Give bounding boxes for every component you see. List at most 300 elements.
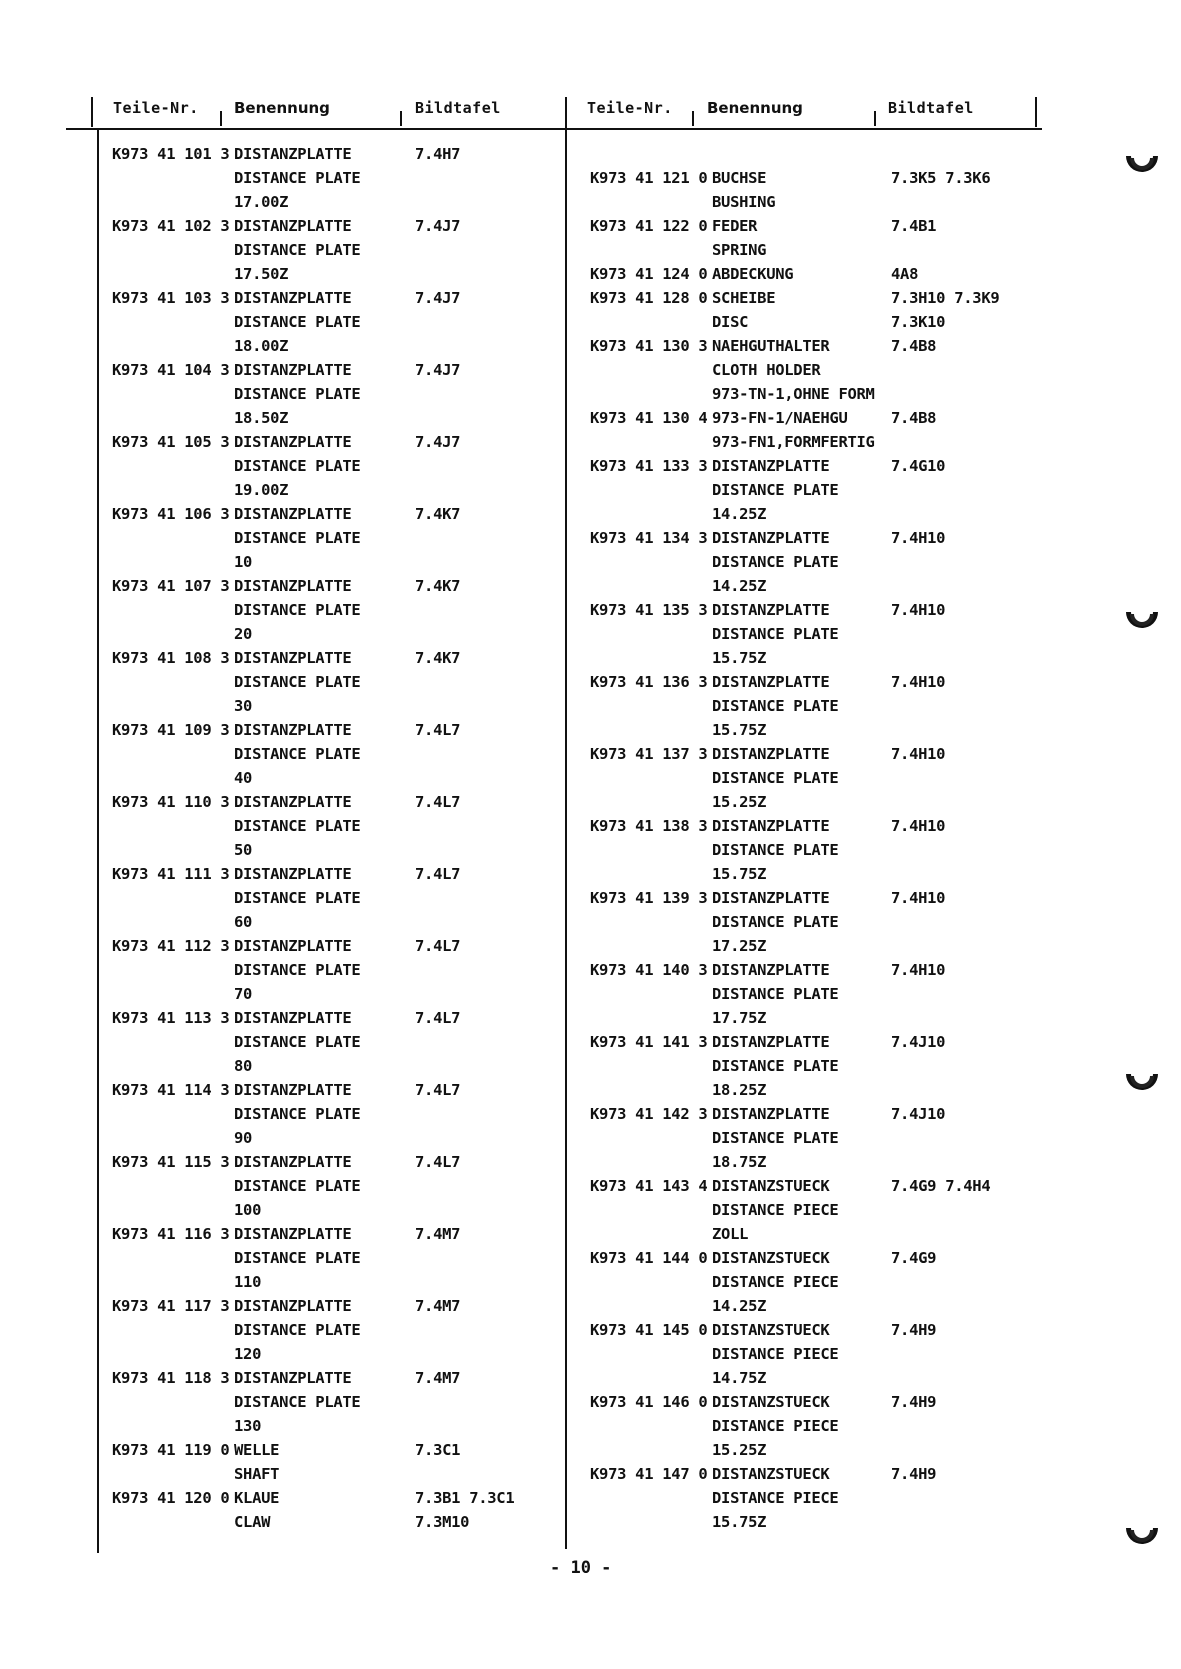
part-bildtafel: 7.4B8	[891, 409, 937, 427]
part-description: DISTANCE PLATE	[234, 241, 361, 259]
part-row	[590, 406, 1060, 430]
part-subline	[590, 1078, 1060, 1102]
part-row	[112, 1150, 552, 1174]
part-name: DISTANZPLATTE	[234, 217, 352, 235]
part-bildtafel: 7.4G9	[891, 1249, 937, 1267]
part-name: DISTANZSTUECK	[712, 1249, 830, 1267]
part-name: DISTANZPLATTE	[234, 433, 352, 451]
part-entry	[112, 214, 552, 286]
part-bildtafel: 7.4L7	[415, 1009, 461, 1027]
part-row	[590, 526, 1060, 550]
part-subline	[112, 1198, 552, 1222]
part-description: 15.75Z	[712, 865, 767, 883]
part-name: DISTANZPLATTE	[234, 505, 352, 523]
part-description: 18.50Z	[234, 409, 289, 427]
part-subline	[590, 550, 1060, 574]
part-description: DISTANCE PLATE	[234, 457, 361, 475]
part-subline	[112, 982, 552, 1006]
left-margin-rule	[97, 128, 99, 1553]
part-number: K973 41 117 3	[112, 1297, 230, 1315]
part-number: K973 41 147 0	[590, 1465, 708, 1483]
header-bildtafel: Bildtafel	[415, 99, 501, 117]
part-subline	[590, 1006, 1060, 1030]
part-subline	[112, 598, 552, 622]
part-subline	[590, 1054, 1060, 1078]
part-description: 14.25Z	[712, 577, 767, 595]
part-entry	[590, 406, 1060, 454]
part-description: 120	[234, 1345, 262, 1363]
part-row	[112, 862, 552, 886]
part-name: DISTANZPLATTE	[712, 1033, 830, 1051]
part-description: 973-FN1,FORMFERTIG	[712, 433, 875, 451]
header-right-border	[1035, 97, 1037, 127]
part-subline	[112, 910, 552, 934]
part-number: K973 41 128 0	[590, 289, 708, 307]
part-entry	[590, 1102, 1060, 1174]
part-description: 60	[234, 913, 253, 931]
part-bildtafel: 7.4H10	[891, 601, 946, 619]
part-subline	[590, 1294, 1060, 1318]
part-row	[112, 1078, 552, 1102]
part-subline	[590, 1270, 1060, 1294]
part-description: DISTANCE PIECE	[712, 1201, 839, 1219]
part-entry	[590, 454, 1060, 526]
part-bildtafel: 7.4H10	[891, 817, 946, 835]
part-bildtafel: 7.4L7	[415, 1081, 461, 1099]
part-entry	[112, 142, 552, 214]
part-subline	[590, 1126, 1060, 1150]
part-description: DISTANCE PLATE	[234, 1033, 361, 1051]
part-description: DISTANCE PLATE	[234, 169, 361, 187]
part-bildtafel: 7.4G10	[891, 457, 946, 475]
part-name: DISTANZPLATTE	[712, 745, 830, 763]
part-row	[590, 814, 1060, 838]
part-bildtafel: 7.4H10	[891, 889, 946, 907]
header-tick	[874, 111, 876, 126]
header-underline	[66, 128, 1042, 130]
part-row	[590, 1390, 1060, 1414]
part-name: DISTANZPLATTE	[234, 145, 352, 163]
part-entry	[590, 1246, 1060, 1318]
part-subline	[590, 430, 1060, 454]
part-bildtafel: 7.4K7	[415, 505, 461, 523]
part-name: DISTANZPLATTE	[234, 361, 352, 379]
part-subline	[590, 790, 1060, 814]
part-description: DISTANCE PLATE	[712, 553, 839, 571]
part-description: DISTANCE PLATE	[234, 1105, 361, 1123]
part-number: K973 41 121 0	[590, 169, 708, 187]
part-name: DISTANZPLATTE	[234, 1153, 352, 1171]
part-subline	[590, 502, 1060, 526]
part-subline	[112, 262, 552, 286]
part-name: DISTANZPLATTE	[234, 649, 352, 667]
part-row	[112, 1438, 552, 1462]
part-name: DISTANZPLATTE	[234, 793, 352, 811]
part-subline	[112, 838, 552, 862]
part-row	[590, 166, 1060, 190]
part-subline	[112, 1270, 552, 1294]
part-number: K973 41 136 3	[590, 673, 708, 691]
part-name: DISTANZPLATTE	[234, 1009, 352, 1027]
part-name: NAEHGUTHALTER	[712, 337, 830, 355]
part-name: DISTANZPLATTE	[234, 1369, 352, 1387]
part-description: DISTANCE PLATE	[712, 1129, 839, 1147]
parts-column-left	[112, 142, 552, 1534]
part-entry	[112, 1486, 552, 1534]
part-name: DISTANZPLATTE	[234, 721, 352, 739]
part-row	[112, 286, 552, 310]
part-description: DISTANCE PLATE	[234, 385, 361, 403]
part-subline	[590, 838, 1060, 862]
part-row	[590, 1318, 1060, 1342]
header-benennung: Benennung	[707, 99, 803, 117]
part-subline	[590, 646, 1060, 670]
part-name: DISTANZPLATTE	[712, 1105, 830, 1123]
part-subline	[112, 1414, 552, 1438]
part-number: K973 41 133 3	[590, 457, 708, 475]
part-description: 17.00Z	[234, 193, 289, 211]
part-subline	[112, 694, 552, 718]
part-description: 14.25Z	[712, 505, 767, 523]
part-entry	[590, 814, 1060, 886]
part-description: 15.75Z	[712, 1513, 767, 1531]
part-subline	[112, 814, 552, 838]
part-subline	[112, 166, 552, 190]
binder-hole-icon	[1122, 1060, 1162, 1100]
part-subline	[590, 1366, 1060, 1390]
part-name: DISTANZPLATTE	[712, 457, 830, 475]
part-bildtafel: 7.4J7	[415, 217, 461, 235]
part-number: K973 41 111 3	[112, 865, 230, 883]
part-subline	[112, 454, 552, 478]
part-subline	[590, 694, 1060, 718]
part-row	[590, 214, 1060, 238]
part-subline	[112, 1246, 552, 1270]
part-bildtafel: 7.3C1	[415, 1441, 461, 1459]
part-row	[112, 502, 552, 526]
part-name: DISTANZPLATTE	[712, 673, 830, 691]
part-description: DISTANCE PLATE	[712, 841, 839, 859]
part-bildtafel: 7.4L7	[415, 937, 461, 955]
part-subline	[590, 1342, 1060, 1366]
part-row	[112, 574, 552, 598]
part-entry	[112, 358, 552, 430]
part-subline	[112, 1342, 552, 1366]
part-row	[590, 454, 1060, 478]
part-subline	[112, 1390, 552, 1414]
part-subline	[112, 526, 552, 550]
part-entry	[590, 958, 1060, 1030]
part-entry	[112, 1222, 552, 1294]
part-number: K973 41 114 3	[112, 1081, 230, 1099]
part-number: K973 41 116 3	[112, 1225, 230, 1243]
part-bildtafel: 7.4B1	[891, 217, 937, 235]
part-subline	[590, 862, 1060, 886]
part-description: CLAW	[234, 1513, 271, 1531]
part-description: BUSHING	[712, 193, 776, 211]
part-name: DISTANZPLATTE	[712, 529, 830, 547]
part-subline	[112, 1054, 552, 1078]
part-row	[112, 790, 552, 814]
part-description: DISTANCE PLATE	[712, 697, 839, 715]
part-bildtafel: 7.4M7	[415, 1297, 461, 1315]
part-description: 10	[234, 553, 253, 571]
part-name: DISTANZPLATTE	[234, 937, 352, 955]
part-description: 18.75Z	[712, 1153, 767, 1171]
part-entry	[590, 214, 1060, 262]
part-bildtafel: 7.4H10	[891, 745, 946, 763]
header-teile-nr: Teile-Nr.	[113, 99, 199, 117]
part-description: 15.75Z	[712, 721, 767, 739]
part-subline	[112, 238, 552, 262]
part-subline	[590, 934, 1060, 958]
part-entry	[590, 1462, 1060, 1534]
part-subline	[112, 622, 552, 646]
part-name: DISTANZSTUECK	[712, 1465, 830, 1483]
part-entry	[590, 286, 1060, 334]
part-description: 15.25Z	[712, 1441, 767, 1459]
part-number: K973 41 113 3	[112, 1009, 230, 1027]
part-name: DISTANZPLATTE	[712, 817, 830, 835]
part-bildtafel: 4A8	[891, 265, 919, 283]
part-description: DISTANCE PLATE	[234, 745, 361, 763]
part-entry	[112, 286, 552, 358]
part-number: K973 41 143 4	[590, 1177, 708, 1195]
part-subline	[112, 478, 552, 502]
part-number: K973 41 106 3	[112, 505, 230, 523]
part-subline	[590, 982, 1060, 1006]
part-number: K973 41 140 3	[590, 961, 708, 979]
column-divider	[565, 97, 567, 1549]
header-tick	[400, 111, 402, 126]
part-subline	[590, 478, 1060, 502]
binder-hole-icon	[1122, 1514, 1162, 1554]
part-subline	[590, 1486, 1060, 1510]
part-bildtafel: 7.4H9	[891, 1321, 937, 1339]
part-subline	[112, 1462, 552, 1486]
part-bildtafel: 7.4K7	[415, 649, 461, 667]
part-description: CLOTH HOLDER	[712, 361, 821, 379]
part-number: K973 41 122 0	[590, 217, 708, 235]
part-bildtafel: 7.3H10 7.3K9	[891, 289, 1000, 307]
part-bildtafel: 7.4L7	[415, 793, 461, 811]
part-name: DISTANZSTUECK	[712, 1321, 830, 1339]
part-row	[590, 262, 1060, 286]
part-entry	[590, 1318, 1060, 1390]
part-bildtafel: 7.4J10	[891, 1033, 946, 1051]
part-name: DISTANZPLATTE	[234, 1225, 352, 1243]
part-row	[112, 718, 552, 742]
header-teile-nr: Teile-Nr.	[587, 99, 673, 117]
part-description: DISTANCE PLATE	[712, 1057, 839, 1075]
part-row	[112, 358, 552, 382]
part-bildtafel: 7.3B1 7.3C1	[415, 1489, 515, 1507]
part-entry	[112, 790, 552, 862]
part-subline	[590, 1510, 1060, 1534]
part-subline	[112, 1510, 552, 1534]
part-subline	[590, 358, 1060, 382]
part-row	[590, 1462, 1060, 1486]
part-subline	[590, 310, 1060, 334]
part-subline	[112, 1030, 552, 1054]
part-number: K973 41 110 3	[112, 793, 230, 811]
part-subline	[590, 238, 1060, 262]
part-description: DISC	[712, 313, 749, 331]
part-number: K973 41 142 3	[590, 1105, 708, 1123]
part-description: 30	[234, 697, 253, 715]
part-name: DISTANZPLATTE	[234, 1297, 352, 1315]
part-description: SHAFT	[234, 1465, 280, 1483]
part-name: ABDECKUNG	[712, 265, 794, 283]
part-subline	[590, 1150, 1060, 1174]
part-subline	[590, 1222, 1060, 1246]
part-number: K973 41 102 3	[112, 217, 230, 235]
part-name: 973-FN-1/NAEHGU	[712, 409, 848, 427]
part-description: 70	[234, 985, 253, 1003]
part-row	[112, 1486, 552, 1510]
part-bildtafel: 7.4M7	[415, 1225, 461, 1243]
part-description: 17.50Z	[234, 265, 289, 283]
part-description: 973-TN-1,OHNE FORM	[712, 385, 875, 403]
part-entry	[112, 502, 552, 574]
part-name: BUCHSE	[712, 169, 767, 187]
part-bildtafel: 7.4H7	[415, 145, 461, 163]
part-description: DISTANCE PLATE	[234, 817, 361, 835]
part-number: K973 41 105 3	[112, 433, 230, 451]
part-subline	[590, 1438, 1060, 1462]
part-subline	[112, 742, 552, 766]
part-subline	[112, 958, 552, 982]
part-bildtafel: 7.4B8	[891, 337, 937, 355]
part-number: K973 41 108 3	[112, 649, 230, 667]
part-bildtafel: 7.4J7	[415, 289, 461, 307]
part-description: DISTANCE PIECE	[712, 1273, 839, 1291]
part-row	[590, 1030, 1060, 1054]
part-description: DISTANCE PLATE	[712, 985, 839, 1003]
part-description: 17.75Z	[712, 1009, 767, 1027]
part-description: SPRING	[712, 241, 767, 259]
part-number: K973 41 109 3	[112, 721, 230, 739]
part-name: SCHEIBE	[712, 289, 776, 307]
part-subline	[112, 550, 552, 574]
part-number: K973 41 145 0	[590, 1321, 708, 1339]
part-description: 90	[234, 1129, 253, 1147]
part-row	[112, 1222, 552, 1246]
part-description: DISTANCE PIECE	[712, 1345, 839, 1363]
part-entry	[590, 526, 1060, 598]
part-number: K973 41 120 0	[112, 1489, 230, 1507]
part-number: K973 41 130 3	[590, 337, 708, 355]
part-bildtafel-extra: 7.3M10	[415, 1513, 470, 1531]
part-number: K973 41 119 0	[112, 1441, 230, 1459]
part-name: DISTANZPLATTE	[712, 601, 830, 619]
part-entry	[112, 1366, 552, 1438]
part-description: DISTANCE PLATE	[234, 889, 361, 907]
part-subline	[112, 334, 552, 358]
part-entry	[590, 166, 1060, 214]
part-entry	[590, 1390, 1060, 1462]
part-bildtafel: 7.3K5 7.3K6	[891, 169, 991, 187]
part-bildtafel: 7.4J10	[891, 1105, 946, 1123]
part-bildtafel: 7.4G9 7.4H4	[891, 1177, 991, 1195]
part-row	[590, 1102, 1060, 1126]
part-subline	[590, 382, 1060, 406]
header-tick	[220, 111, 222, 126]
part-number: K973 41 101 3	[112, 145, 230, 163]
part-subline	[112, 766, 552, 790]
part-description: 40	[234, 769, 253, 787]
part-name: DISTANZPLATTE	[712, 889, 830, 907]
part-row	[590, 958, 1060, 982]
part-entry	[112, 1078, 552, 1150]
part-subline	[590, 622, 1060, 646]
part-description: 15.25Z	[712, 793, 767, 811]
part-entry	[590, 670, 1060, 742]
part-row	[590, 598, 1060, 622]
part-entry	[112, 430, 552, 502]
part-number: K973 41 107 3	[112, 577, 230, 595]
part-number: K973 41 130 4	[590, 409, 708, 427]
part-row	[590, 1174, 1060, 1198]
part-bildtafel-extra: 7.3K10	[891, 313, 946, 331]
part-number: K973 41 103 3	[112, 289, 230, 307]
part-description: 80	[234, 1057, 253, 1075]
binder-hole-icon	[1122, 598, 1162, 638]
part-description: 19.00Z	[234, 481, 289, 499]
part-name: FEDER	[712, 217, 758, 235]
part-name: KLAUE	[234, 1489, 280, 1507]
part-number: K973 41 144 0	[590, 1249, 708, 1267]
part-subline	[590, 766, 1060, 790]
part-row	[112, 430, 552, 454]
part-description: DISTANCE PLATE	[234, 1393, 361, 1411]
part-entry	[112, 646, 552, 718]
part-number: K973 41 118 3	[112, 1369, 230, 1387]
part-description: 50	[234, 841, 253, 859]
part-number: K973 41 115 3	[112, 1153, 230, 1171]
part-entry	[112, 1150, 552, 1222]
parts-column-right	[590, 166, 1060, 1534]
part-bildtafel: 7.4H10	[891, 529, 946, 547]
header-left-border	[91, 97, 93, 127]
part-description: 130	[234, 1417, 262, 1435]
part-number: K973 41 135 3	[590, 601, 708, 619]
part-entry	[112, 718, 552, 790]
part-subline	[112, 382, 552, 406]
part-row	[112, 1366, 552, 1390]
part-row	[590, 670, 1060, 694]
part-name: DISTANZPLATTE	[234, 289, 352, 307]
part-subline	[112, 1126, 552, 1150]
part-description: 110	[234, 1273, 262, 1291]
part-description: 14.75Z	[712, 1369, 767, 1387]
part-row	[590, 286, 1060, 310]
part-row	[112, 646, 552, 670]
part-description: DISTANCE PLATE	[234, 529, 361, 547]
part-entry	[590, 1174, 1060, 1246]
part-description: 14.25Z	[712, 1297, 767, 1315]
part-row	[590, 334, 1060, 358]
part-number: K973 41 141 3	[590, 1033, 708, 1051]
part-entry	[590, 1030, 1060, 1102]
part-description: DISTANCE PLATE	[234, 313, 361, 331]
part-description: DISTANCE PLATE	[234, 1177, 361, 1195]
header-benennung: Benennung	[234, 99, 330, 117]
part-row	[112, 1006, 552, 1030]
part-name: DISTANZPLATTE	[234, 865, 352, 883]
part-description: DISTANCE PIECE	[712, 1417, 839, 1435]
part-number: K973 41 124 0	[590, 265, 708, 283]
